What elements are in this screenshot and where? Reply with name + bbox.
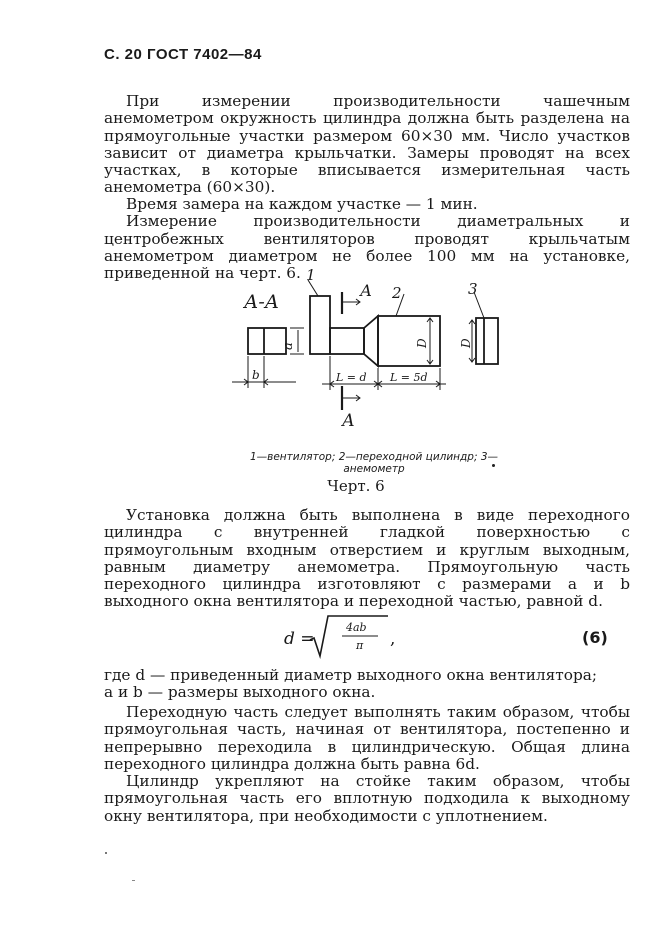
callout-2: 2 [392, 284, 402, 302]
figure-title: Черт. 6 [327, 477, 385, 495]
paragraph-1 [104, 93, 630, 197]
formula-denominator: π [356, 639, 364, 652]
formula-number: (6) [582, 628, 608, 647]
paragraph-6-text: Цилиндр укрепляют на стойке таким образом, чтобы прямоугольная часть его вплотную подходила к выходному окну вентилятора, при необходимости с уплотнением. [104, 772, 630, 825]
paragraph-4b-text: a и b — размеры выходного окна. [104, 683, 376, 702]
dim-L1-label: L = d [336, 371, 367, 384]
formula-lhs: d = [284, 629, 315, 649]
dim-b-label: b [252, 368, 260, 382]
figure-caption: 1—вентилятор; 2—переходной цилиндр; 3— анемометр [249, 451, 499, 475]
paragraph-5 [104, 704, 630, 773]
dim-D2-label: D [459, 338, 473, 348]
paragraph-6 [104, 773, 630, 825]
page-header: С. 20 ГОСТ 7402—84 [104, 46, 262, 63]
paragraph-5-text: Переходную часть следует выполнять таким образом, чтобы прямоугольная часть, начиная от вентилятора, постепенно и непрерывно переходила в цилиндрическую. Общая длина переходного цилиндра должна быть равна 6d. [104, 703, 630, 773]
scan-speck [105, 852, 107, 854]
fan-body [310, 296, 330, 354]
scan-speck [132, 880, 135, 881]
dim-a-label: а [281, 342, 296, 350]
paragraph-3 [104, 507, 630, 611]
anemometer-body [476, 318, 498, 364]
cut-label-bottom: А [342, 411, 355, 431]
paragraph-4 [104, 667, 630, 702]
paragraph-3-text: Установка должна быть выполнена в виде переходного цилиндра с внутренней гладкой поверхностью с прямоугольным входным отверстием и круглым выходным, равным диаметру анемометра. Прямоугольную часть переходного цилиндра изготовляют с размерами a и b выходного окна вентилятора и переходной частью, равной d. [104, 506, 630, 611]
installation-diagram [228, 266, 518, 431]
stray-dot [492, 464, 495, 467]
section-label: А-А [244, 291, 280, 313]
paragraph-2b-text: Измерение производительности диаметральных и центробежных вентиляторов проводят крыльчатым анемометром диаметром не более 100 мм на установке, приведенной на черт. 6. [104, 212, 630, 283]
callout-3: 3 [468, 280, 478, 298]
paragraph-4a-text: где d — приведенный диаметр выходного окна вентилятора; [104, 666, 598, 684]
formula-6 [284, 612, 414, 660]
transition-part [364, 316, 378, 366]
formula-tail: , [390, 629, 396, 649]
rect-part [330, 328, 364, 354]
paragraph-1-text: При измерении производительности чашечным анемометром окружность цилиндра должна быть разделена на прямоугольные участки размером 60×30 мм. Число участков зависит от диаметра крыльчатки. Замеры проводят на всех участках, в которые вписывается измерительная часть анемометра (60×30). [104, 92, 630, 197]
callout-1: 1 [306, 266, 316, 284]
cut-label-top: А [360, 281, 373, 300]
cylinder-part [378, 316, 440, 366]
dim-D1-label: D [415, 338, 429, 348]
formula-numerator: 4ab [346, 621, 367, 634]
dim-L2-label: L = 5d [390, 371, 428, 384]
paragraph-2a-text: Время замера на каждом участке — 1 мин. [126, 195, 478, 213]
